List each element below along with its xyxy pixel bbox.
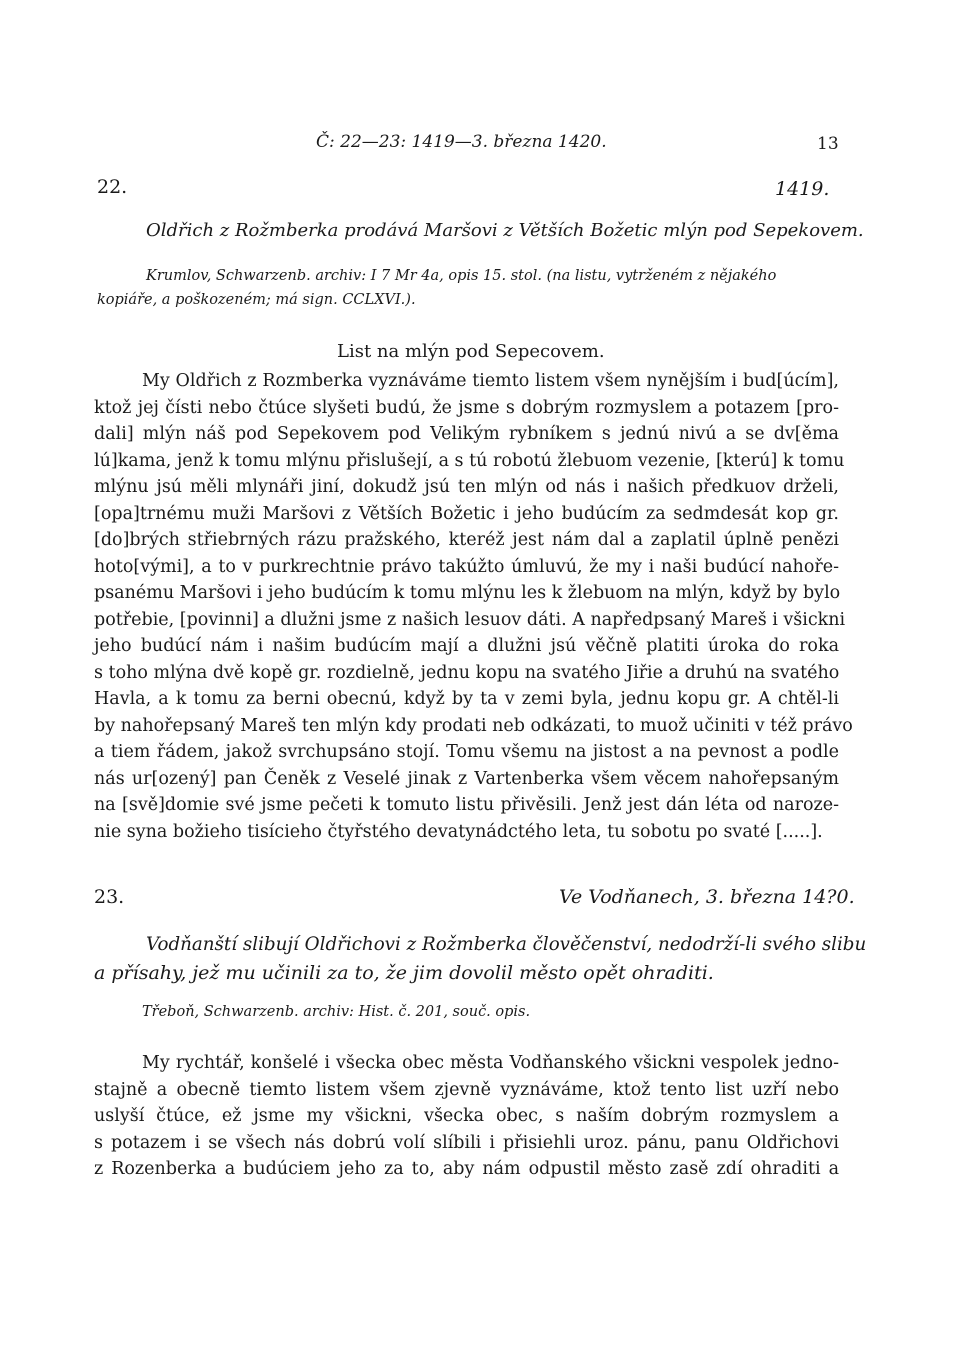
document-body [94, 1050, 839, 1183]
document-regest: Oldřich z Rožmberka prodává Maršovi z Větších Božetic mlýn pod Sepekovem. [146, 220, 864, 241]
source-note-line: kopiáře, a poškozeném; má sign. CCLXVI.). [97, 292, 416, 308]
document-number: 22. [97, 176, 128, 198]
document-title: List na mlýn pod Sepecovem. [337, 341, 605, 362]
body-line: s potazem i se všech nás dobrú volí slíbili i přisiehli uroz. pánu, panu Oldřichovi [94, 1132, 839, 1153]
body-line: uslyší čtúce, ež jsme my všickni, všecka obec, s naším dobrým rozmyslem a [94, 1106, 839, 1126]
body-line: My Oldřich z Rozmberka vyznáváme tiemto listem všem nynějším i bud[úcím], [142, 371, 839, 391]
running-head: Č: 22—23: 1419—3. března 1420. [316, 132, 607, 152]
body-line: jeho budúcí nám i našim budúcím mají a dlužni jsú věčně platiti úroka do roka [94, 636, 839, 656]
body-line: Havla, a k tomu za berni obecnú, když by ta v zemi byla, jednu kopu gr. A chtěl-li [94, 689, 839, 709]
body-line: lú]kama, jenž k tomu mlýnu přislušejí, a s tú robotú žlebuom vezenie, [kterú] k tomu [94, 450, 845, 471]
body-line: z Rozenberka a budúciem jeho za to, aby nám odpustil město zasě zdí ohraditi a [94, 1159, 839, 1179]
body-line: na [svě]domie své jsme pečeti k tomuto listu přivěsili. Jenž jest dán léta od naroze- [94, 795, 839, 815]
body-line: [opa]trnému muži Maršovi z Větších Božetic i jeho budúcím za sedmdesát kop gr. [94, 503, 839, 524]
body-line: hoto[vými], a to v purkrechtnie právo takúžto úmluvú, že my i naši budúcí nahoře- [94, 556, 839, 577]
body-line: My rychtář, konšelé i všecka obec města Vodňanského všickni vespolek jedno- [142, 1053, 839, 1073]
body-line: [do]brých střiebrných rázu pražského, kteréž jest nám dal a zaplatil úplně penězi [94, 530, 839, 550]
body-line: ktož jej čísti nebo čtúce slyšeti budú, že jsme s dobrým rozmyslem a potazem [pro- [94, 397, 839, 418]
body-line: a tiem řádem, jakož svrchupsáno stojí. Tomu všemu na jistost a na pevnost a podle [94, 742, 839, 762]
body-line: potřebie, [povinni] a dlužni jsme z našich lesuov dáti. A napředpsaný Mareš i všickni [94, 609, 846, 630]
body-line: nás ur[ozený] pan Čeněk z Veselé jinak z Vartenberka všem věcem nahořepsaným [94, 768, 839, 789]
body-line: dali] mlýn náš pod Sepekovem pod Velikým rybníkem s jednú nivú a se dv[ěma [94, 424, 839, 444]
body-line: psanému Maršovi i jeho budúcím k tomu mlýnu les k žlebuom na mlýn, když by bylo [94, 583, 841, 603]
body-line: s toho mlýna dvě kopě gr. rozdielně, jednu kopu na svatého Jiřie a druhú na svatého [94, 662, 840, 683]
source-note-line: Krumlov, Schwarzenb. archiv: I 7 Mr 4a, opis 15. stol. (na listu, vytrženém z nějakého [146, 268, 777, 284]
source-note: Třeboň, Schwarzenb. archiv: Hist. č. 201, souč. opis. [142, 1004, 531, 1020]
page-number: 13 [817, 134, 839, 154]
body-line: nie syna božieho tisícieho čtyřstého devatynádctého leta, tu sobotu po svaté [.....]. [94, 821, 823, 842]
document-regest-line: Vodňanští slibují Oldřichovi z Rožmberka člověčenství, nedodrží-li svého slibu [146, 934, 867, 955]
body-line: by nahořepsaný Mareš ten mlýn kdy prodati neb odkázati, to muož učiniti v též právo [94, 715, 853, 736]
document-body [94, 368, 853, 845]
document-date: Ve Vodňanech, 3. března 14?0. [559, 886, 855, 908]
document-regest-line: a přísahy, jež mu učinili za to, že jim dovolil město opět ohraditi. [94, 962, 714, 984]
body-line: stajně a obecně tiemto listem všem zjevně vyznáváme, ktož tento list uzří nebo [94, 1079, 839, 1100]
document-date: 1419. [775, 178, 830, 200]
document-number: 23. [94, 886, 125, 908]
body-line: mlýnu jsú měli mlynáři jiní, dokudž jsú ten mlýn od nás i našich předkuov drželi, [94, 477, 839, 497]
